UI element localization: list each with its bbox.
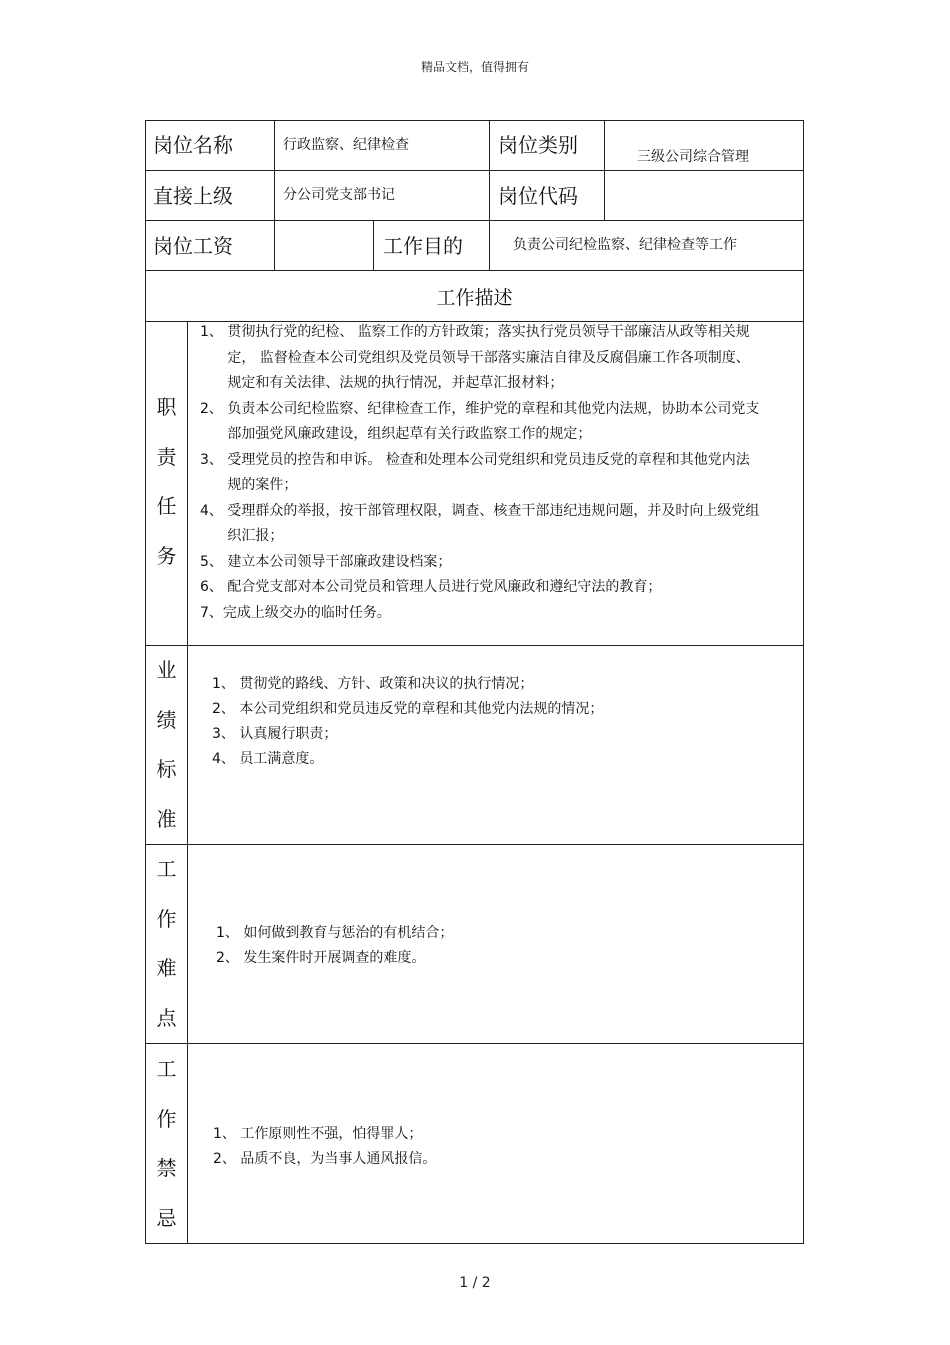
taboos-label: 工 作 禁 忌 <box>156 1057 177 1230</box>
job-title-label: 岗位名称 <box>153 133 233 157</box>
page-number: 1 / 2 <box>459 1275 491 1291</box>
difficulties-label: 工 作 难 点 <box>156 857 177 1030</box>
job-title-value: 行政监察、纪律检查 <box>283 137 409 153</box>
duties-list <box>200 320 760 626</box>
supervisor-label: 直接上级 <box>153 184 233 208</box>
list-item: 1、 如何做到教育与惩治的有机结合； <box>216 925 454 941</box>
job-purpose-value: 负责公司纪检监察、纪律检查等工作 <box>513 237 737 253</box>
list-item: 4、 员工满意度。 <box>212 751 324 767</box>
list-item: 5、 建立本公司领导干部廉政建设档案； <box>200 553 452 570</box>
duties-label: 职 责 任 务 <box>156 395 177 568</box>
salary-label: 岗位工资 <box>153 234 233 258</box>
taboos-list <box>213 1122 773 1172</box>
list-item: 2、 发生案件时开展调查的难度。 <box>216 950 426 966</box>
performance-label: 业 绩 标 准 <box>156 658 177 831</box>
list-item: 7、 完成上级交办的临时任务。 <box>200 604 391 621</box>
list-item: 3、 认真履行职责； <box>212 726 338 742</box>
job-category-label: 岗位类别 <box>498 133 578 157</box>
list-item: 4、 受理群众的举报，按干部管理权限，调查、核查干部违纪违规问题，并及时向上级党组织汇报； <box>200 502 760 544</box>
performance-list <box>212 672 772 772</box>
list-item: 6、 配合党支部对本公司党员和管理人员进行党风廉政和遵纪守法的教育； <box>200 579 662 595</box>
list-item: 2、 本公司党组织和党员违反党的章程和其他党内法规的情况； <box>212 701 604 717</box>
section-title: 工作描述 <box>436 287 513 309</box>
job-category-value: 三级公司综合管理 <box>637 149 749 165</box>
list-item: 1、 工作原则性不强，怕得罪人； <box>213 1126 423 1142</box>
supervisor-value: 分公司党支部书记 <box>283 187 395 203</box>
list-item: 2、 品质不良，为当事人通风报信。 <box>213 1151 437 1167</box>
list-item: 2、 负责本公司纪检监察、纪律检查工作，维护党的章程和其他党内法规，协助本公司党支部加强党风廉政建设，组织起草有关行政监察工作的规定； <box>200 400 760 442</box>
difficulties-list <box>216 921 776 971</box>
list-item: 1、 贯彻执行党的纪检、 监察工作的方针政策；落实执行党员领导干部廉洁从政等相关规定， 监督检查本公司党组织及党员领导干部落实廉洁自律及反腐倡廉工作各项制度、规定和有关法律、法规的执行情况，并起草汇报材料； <box>200 324 750 391</box>
job-code-label: 岗位代码 <box>498 184 578 208</box>
list-item: 1、 贯彻党的路线、方针、政策和决议的执行情况； <box>212 676 534 692</box>
list-item: 3、 受理党员的控告和申诉。 检查和处理本公司党组织和党员违反党的章程和其他党内法规的案件； <box>200 451 750 493</box>
job-purpose-label: 工作目的 <box>383 234 463 258</box>
page-header: 精品文档，值得拥有 <box>420 60 529 74</box>
